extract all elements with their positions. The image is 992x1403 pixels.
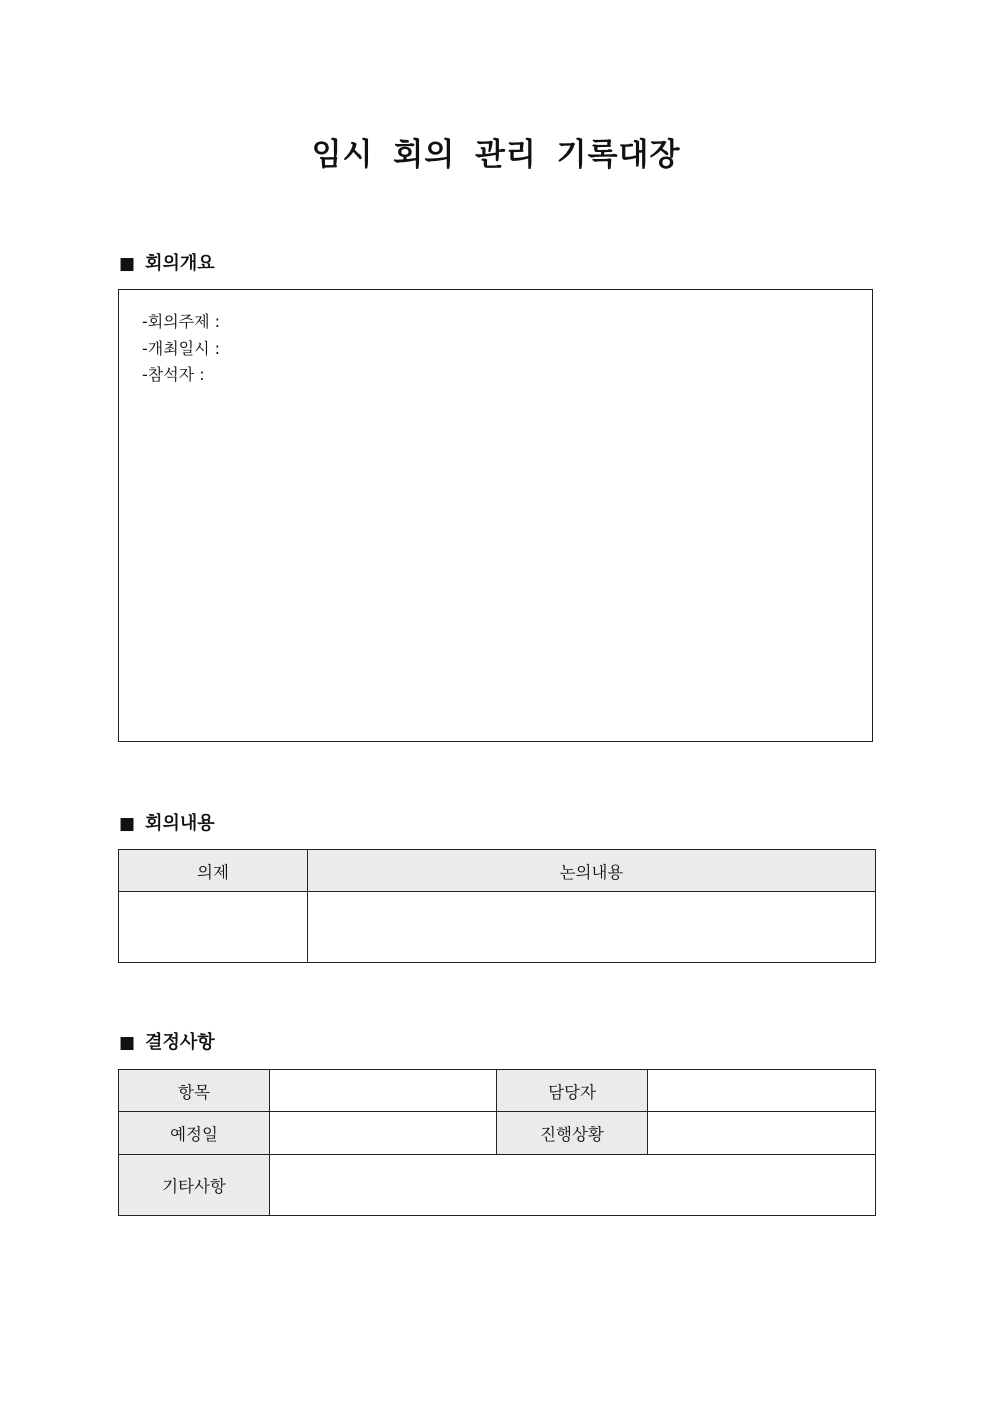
agenda-cell[interactable] [119, 892, 308, 963]
discussion-column-header: 논의내용 [308, 850, 876, 892]
decisions-heading [119, 1031, 215, 1055]
owner-value-cell[interactable] [648, 1070, 876, 1112]
due-date-label: 예정일 [119, 1112, 270, 1155]
remarks-value-cell[interactable] [270, 1155, 876, 1216]
decisions-heading-label: 결정사항 [145, 1032, 215, 1053]
content-heading [119, 812, 215, 836]
decisions-table [118, 1069, 876, 1216]
remarks-label: 기타사항 [119, 1155, 270, 1216]
table-header-row [119, 850, 876, 892]
attendees-field[interactable]: -참석자 : [142, 365, 205, 384]
item-label: 항목 [119, 1070, 270, 1112]
table-row [119, 892, 876, 963]
due-date-value-cell[interactable] [270, 1112, 497, 1155]
table-row [119, 1070, 876, 1112]
content-heading-label: 회의내용 [145, 813, 215, 834]
overview-heading [119, 252, 215, 276]
square-bullet-icon: ■ [119, 1033, 136, 1053]
content-table [118, 849, 876, 963]
agenda-column-header: 의제 [119, 850, 308, 892]
progress-label: 진행상황 [497, 1112, 648, 1155]
page-title: 임시 회의 관리 기록대장 [311, 137, 681, 173]
table-row [119, 1112, 876, 1155]
overview-heading-label: 회의개요 [145, 253, 215, 274]
meeting-topic-field[interactable]: -회의주제 : [142, 312, 221, 331]
item-value-cell[interactable] [270, 1070, 497, 1112]
square-bullet-icon: ■ [119, 814, 136, 834]
owner-label: 담당자 [497, 1070, 648, 1112]
discussion-cell[interactable] [308, 892, 876, 963]
table-row [119, 1155, 876, 1216]
meeting-datetime-field[interactable]: -개최일시 : [142, 338, 221, 358]
progress-value-cell[interactable] [648, 1112, 876, 1155]
overview-box[interactable] [118, 289, 873, 742]
square-bullet-icon: ■ [119, 254, 136, 274]
